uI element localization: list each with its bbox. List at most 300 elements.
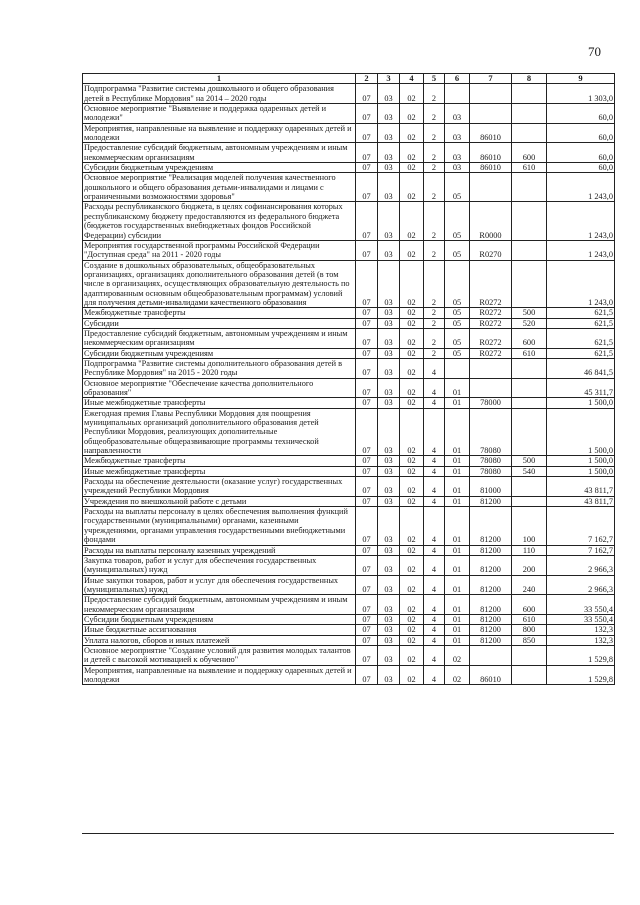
code-expense-type: 100 bbox=[512, 507, 547, 545]
code-subprogram: 4 bbox=[424, 645, 445, 665]
code-group: 02 bbox=[400, 240, 424, 260]
code-measure: 01 bbox=[445, 545, 470, 555]
code-group: 02 bbox=[400, 575, 424, 595]
amount: 45 311,7 bbox=[547, 378, 615, 398]
table-row bbox=[83, 665, 615, 685]
code-section: 07 bbox=[356, 477, 378, 497]
code-subprogram: 2 bbox=[424, 348, 445, 358]
row-name: Уплата налогов, сборов и иных платежей bbox=[83, 635, 356, 645]
code-group: 02 bbox=[400, 358, 424, 378]
code-subsection: 03 bbox=[378, 575, 400, 595]
code-subprogram: 2 bbox=[424, 104, 445, 124]
code-group: 02 bbox=[400, 555, 424, 575]
code-measure: 05 bbox=[445, 173, 470, 202]
amount: 46 841,5 bbox=[547, 358, 615, 378]
code-item: 81200 bbox=[470, 635, 512, 645]
code-section: 07 bbox=[356, 555, 378, 575]
code-subprogram: 4 bbox=[424, 378, 445, 398]
code-group: 02 bbox=[400, 545, 424, 555]
code-item: 86010 bbox=[470, 665, 512, 685]
code-item: 81200 bbox=[470, 507, 512, 545]
row-name: Основное мероприятие "Выявление и поддержка одаренных детей и молодежи" bbox=[83, 104, 356, 124]
code-section: 07 bbox=[356, 496, 378, 506]
code-measure: 01 bbox=[445, 496, 470, 506]
code-section: 07 bbox=[356, 575, 378, 595]
code-section: 07 bbox=[356, 328, 378, 348]
code-section: 07 bbox=[356, 635, 378, 645]
amount: 60,0 bbox=[547, 104, 615, 124]
code-subsection: 03 bbox=[378, 625, 400, 635]
code-subsection: 03 bbox=[378, 545, 400, 555]
code-subprogram: 4 bbox=[424, 625, 445, 635]
code-section: 07 bbox=[356, 665, 378, 685]
amount: 60,0 bbox=[547, 163, 615, 173]
code-measure: 05 bbox=[445, 308, 470, 318]
code-measure: 01 bbox=[445, 378, 470, 398]
code-measure: 05 bbox=[445, 328, 470, 348]
code-expense-type: 240 bbox=[512, 575, 547, 595]
amount: 621,5 bbox=[547, 308, 615, 318]
amount: 2 966,3 bbox=[547, 555, 615, 575]
row-name: Иные межбюджетные трансферты bbox=[83, 398, 356, 408]
code-expense-type: 520 bbox=[512, 318, 547, 328]
row-name: Субсидии bbox=[83, 318, 356, 328]
amount: 7 162,7 bbox=[547, 545, 615, 555]
code-measure: 05 bbox=[445, 260, 470, 308]
code-subprogram: 4 bbox=[424, 477, 445, 497]
code-section: 07 bbox=[356, 84, 378, 104]
code-section: 07 bbox=[356, 240, 378, 260]
table-row bbox=[83, 456, 615, 466]
code-expense-type: 110 bbox=[512, 545, 547, 555]
code-group: 02 bbox=[400, 173, 424, 202]
column-header-9: 9 bbox=[547, 74, 615, 84]
row-name: Подпрограмма "Развитие системы дошкольного и общего образования детей в Республике Мордовия" на 2014 – 2020 годы bbox=[83, 84, 356, 104]
table-row bbox=[83, 645, 615, 665]
code-subprogram: 2 bbox=[424, 260, 445, 308]
code-section: 07 bbox=[356, 456, 378, 466]
code-group: 02 bbox=[400, 143, 424, 163]
code-subprogram: 4 bbox=[424, 456, 445, 466]
code-expense-type: 200 bbox=[512, 555, 547, 575]
row-name: Расходы на обеспечение деятельности (оказание услуг) государственных учреждений Республики Мордовия bbox=[83, 477, 356, 497]
code-subsection: 03 bbox=[378, 378, 400, 398]
table-row bbox=[83, 595, 615, 615]
code-subprogram: 2 bbox=[424, 84, 445, 104]
code-subprogram: 2 bbox=[424, 143, 445, 163]
code-item: 81000 bbox=[470, 477, 512, 497]
code-subsection: 03 bbox=[378, 635, 400, 645]
code-section: 07 bbox=[356, 378, 378, 398]
column-header-6: 6 bbox=[445, 74, 470, 84]
code-subprogram: 4 bbox=[424, 545, 445, 555]
code-subprogram: 4 bbox=[424, 595, 445, 615]
row-name: Межбюджетные трансферты bbox=[83, 308, 356, 318]
code-item: 86010 bbox=[470, 143, 512, 163]
row-name: Мероприятия, направленные на выявление и поддержку одаренных детей и молодежи bbox=[83, 665, 356, 685]
code-group: 02 bbox=[400, 328, 424, 348]
amount: 1 500,0 bbox=[547, 408, 615, 456]
code-subprogram: 4 bbox=[424, 555, 445, 575]
code-section: 07 bbox=[356, 123, 378, 143]
code-subprogram: 2 bbox=[424, 123, 445, 143]
budget-table bbox=[82, 73, 615, 685]
amount: 621,5 bbox=[547, 328, 615, 348]
table-row bbox=[83, 240, 615, 260]
code-item: 78080 bbox=[470, 456, 512, 466]
column-header-7: 7 bbox=[470, 74, 512, 84]
table-row bbox=[83, 123, 615, 143]
code-item: 78000 bbox=[470, 398, 512, 408]
row-name: Расходы республиканского бюджета, в целях софинансирования которых республиканскому бюджету предоставляются из федерального бюджета (бюджетов государственных внебюджетных фондов Российской Федерации) субсидии bbox=[83, 202, 356, 240]
code-group: 02 bbox=[400, 625, 424, 635]
code-measure: 02 bbox=[445, 645, 470, 665]
code-measure: 03 bbox=[445, 104, 470, 124]
code-expense-type bbox=[512, 496, 547, 506]
column-header-2: 2 bbox=[356, 74, 378, 84]
code-measure: 05 bbox=[445, 202, 470, 240]
column-header-4: 4 bbox=[400, 74, 424, 84]
code-item bbox=[470, 358, 512, 378]
code-measure: 05 bbox=[445, 348, 470, 358]
table-row bbox=[83, 466, 615, 476]
code-expense-type bbox=[512, 104, 547, 124]
code-group: 02 bbox=[400, 408, 424, 456]
code-subsection: 03 bbox=[378, 507, 400, 545]
code-subsection: 03 bbox=[378, 645, 400, 665]
code-group: 02 bbox=[400, 202, 424, 240]
code-subprogram: 4 bbox=[424, 665, 445, 685]
code-measure: 02 bbox=[445, 665, 470, 685]
code-item: 86010 bbox=[470, 163, 512, 173]
code-group: 02 bbox=[400, 614, 424, 624]
code-measure: 01 bbox=[445, 575, 470, 595]
amount: 1 243,0 bbox=[547, 173, 615, 202]
column-header-8: 8 bbox=[512, 74, 547, 84]
code-item: 81200 bbox=[470, 545, 512, 555]
code-expense-type bbox=[512, 358, 547, 378]
amount: 33 550,4 bbox=[547, 595, 615, 615]
code-expense-type bbox=[512, 173, 547, 202]
table-row bbox=[83, 408, 615, 456]
code-group: 02 bbox=[400, 378, 424, 398]
row-name: Субсидии бюджетным учреждениям bbox=[83, 348, 356, 358]
code-group: 02 bbox=[400, 84, 424, 104]
code-measure bbox=[445, 358, 470, 378]
code-group: 02 bbox=[400, 645, 424, 665]
code-item: 78080 bbox=[470, 466, 512, 476]
code-subsection: 03 bbox=[378, 318, 400, 328]
code-item bbox=[470, 104, 512, 124]
code-group: 02 bbox=[400, 163, 424, 173]
amount: 60,0 bbox=[547, 123, 615, 143]
code-item bbox=[470, 173, 512, 202]
code-group: 02 bbox=[400, 318, 424, 328]
code-section: 07 bbox=[356, 625, 378, 635]
code-group: 02 bbox=[400, 104, 424, 124]
code-item: 81200 bbox=[470, 555, 512, 575]
code-measure: 01 bbox=[445, 456, 470, 466]
code-section: 07 bbox=[356, 143, 378, 163]
table-row bbox=[83, 545, 615, 555]
amount: 621,5 bbox=[547, 348, 615, 358]
code-expense-type bbox=[512, 123, 547, 143]
column-header-3: 3 bbox=[378, 74, 400, 84]
code-measure: 03 bbox=[445, 123, 470, 143]
amount: 43 811,7 bbox=[547, 477, 615, 497]
code-item: R0272 bbox=[470, 328, 512, 348]
code-measure: 01 bbox=[445, 408, 470, 456]
code-expense-type: 500 bbox=[512, 308, 547, 318]
table-row bbox=[83, 348, 615, 358]
code-subprogram: 4 bbox=[424, 507, 445, 545]
code-group: 02 bbox=[400, 477, 424, 497]
code-subsection: 03 bbox=[378, 173, 400, 202]
code-measure: 01 bbox=[445, 555, 470, 575]
code-expense-type bbox=[512, 202, 547, 240]
table-row bbox=[83, 358, 615, 378]
code-subsection: 03 bbox=[378, 260, 400, 308]
code-subprogram: 2 bbox=[424, 163, 445, 173]
row-name: Мероприятия государственной программы Российской Федерации "Доступная среда" на 2011 - 2020 годы bbox=[83, 240, 356, 260]
code-subsection: 03 bbox=[378, 665, 400, 685]
code-group: 02 bbox=[400, 308, 424, 318]
amount: 1 243,0 bbox=[547, 202, 615, 240]
code-expense-type: 850 bbox=[512, 635, 547, 645]
code-expense-type: 800 bbox=[512, 625, 547, 635]
code-expense-type: 540 bbox=[512, 466, 547, 476]
amount: 132,3 bbox=[547, 625, 615, 635]
code-subsection: 03 bbox=[378, 348, 400, 358]
code-subprogram: 2 bbox=[424, 173, 445, 202]
amount: 1 500,0 bbox=[547, 466, 615, 476]
column-header-5: 5 bbox=[424, 74, 445, 84]
amount: 1 243,0 bbox=[547, 260, 615, 308]
code-section: 07 bbox=[356, 173, 378, 202]
table-row bbox=[83, 84, 615, 104]
code-subsection: 03 bbox=[378, 456, 400, 466]
code-subprogram: 2 bbox=[424, 308, 445, 318]
code-item: R0272 bbox=[470, 348, 512, 358]
table-row bbox=[83, 173, 615, 202]
code-group: 02 bbox=[400, 665, 424, 685]
code-item: 81200 bbox=[470, 614, 512, 624]
code-item: 78080 bbox=[470, 408, 512, 456]
code-expense-type: 600 bbox=[512, 143, 547, 163]
code-subsection: 03 bbox=[378, 496, 400, 506]
code-subprogram: 4 bbox=[424, 635, 445, 645]
row-name: Иные бюджетные ассигнования bbox=[83, 625, 356, 635]
code-subsection: 03 bbox=[378, 202, 400, 240]
code-measure: 03 bbox=[445, 143, 470, 163]
row-name: Расходы на выплаты персоналу в целях обеспечения выполнения функций государственными (муниципальными) органами, казенными учреждениями, органами управления государственными внебюджетными фондами bbox=[83, 507, 356, 545]
code-expense-type bbox=[512, 477, 547, 497]
code-section: 07 bbox=[356, 104, 378, 124]
code-item bbox=[470, 84, 512, 104]
row-name: Предоставление субсидий бюджетным, автономным учреждениям и иным некоммерческим организациям bbox=[83, 143, 356, 163]
code-section: 07 bbox=[356, 348, 378, 358]
code-subsection: 03 bbox=[378, 398, 400, 408]
code-section: 07 bbox=[356, 408, 378, 456]
table-row bbox=[83, 378, 615, 398]
code-item: R0272 bbox=[470, 260, 512, 308]
code-subprogram: 4 bbox=[424, 398, 445, 408]
code-measure bbox=[445, 84, 470, 104]
row-name: Ежегодная премия Главы Республики Мордовия для поощрения муниципальных организаций дополнительного образования детей Республики Мордовия, реализующих дополнительные общеобразовательные общеразвивающие программы технической направленности bbox=[83, 408, 356, 456]
table-row bbox=[83, 555, 615, 575]
code-expense-type: 610 bbox=[512, 614, 547, 624]
column-header-1: 1 bbox=[83, 74, 356, 84]
code-section: 07 bbox=[356, 358, 378, 378]
amount: 7 162,7 bbox=[547, 507, 615, 545]
code-subprogram: 4 bbox=[424, 358, 445, 378]
amount: 33 550,4 bbox=[547, 614, 615, 624]
row-name: Основное мероприятие "Реализация моделей получения качественного дошкольного и общего образования детьми-инвалидами и лицами с ограниченными возможностями здоровья" bbox=[83, 173, 356, 202]
code-item: R0272 bbox=[470, 318, 512, 328]
code-section: 07 bbox=[356, 318, 378, 328]
row-name: Основное мероприятие "Создание условий для развития молодых талантов и детей с высокой мотивацией к обучению" bbox=[83, 645, 356, 665]
code-subprogram: 2 bbox=[424, 318, 445, 328]
table-row bbox=[83, 635, 615, 645]
code-measure: 01 bbox=[445, 398, 470, 408]
code-subprogram: 2 bbox=[424, 240, 445, 260]
code-item: 81200 bbox=[470, 575, 512, 595]
code-item bbox=[470, 378, 512, 398]
code-group: 02 bbox=[400, 123, 424, 143]
code-subsection: 03 bbox=[378, 555, 400, 575]
code-expense-type: 600 bbox=[512, 595, 547, 615]
code-section: 07 bbox=[356, 398, 378, 408]
table-row bbox=[83, 398, 615, 408]
code-subsection: 03 bbox=[378, 466, 400, 476]
table-row bbox=[83, 163, 615, 173]
code-subsection: 03 bbox=[378, 614, 400, 624]
code-section: 07 bbox=[356, 614, 378, 624]
table-row bbox=[83, 104, 615, 124]
amount: 1 243,0 bbox=[547, 240, 615, 260]
table-row bbox=[83, 496, 615, 506]
code-measure: 01 bbox=[445, 477, 470, 497]
table-row bbox=[83, 575, 615, 595]
code-section: 07 bbox=[356, 202, 378, 240]
code-measure: 03 bbox=[445, 163, 470, 173]
amount: 621,5 bbox=[547, 318, 615, 328]
code-expense-type: 610 bbox=[512, 163, 547, 173]
code-section: 07 bbox=[356, 260, 378, 308]
code-item: R0000 bbox=[470, 202, 512, 240]
code-subsection: 03 bbox=[378, 308, 400, 318]
code-expense-type bbox=[512, 665, 547, 685]
table-row bbox=[83, 625, 615, 635]
amount: 60,0 bbox=[547, 143, 615, 163]
row-name: Иные закупки товаров, работ и услуг для обеспечения государственных (муниципальных) нужд bbox=[83, 575, 356, 595]
code-subprogram: 2 bbox=[424, 202, 445, 240]
code-subsection: 03 bbox=[378, 358, 400, 378]
code-section: 07 bbox=[356, 466, 378, 476]
table-row bbox=[83, 260, 615, 308]
amount: 2 966,3 bbox=[547, 575, 615, 595]
code-group: 02 bbox=[400, 456, 424, 466]
row-name: Подпрограмма "Развитие системы дополнительного образования детей в Республике Мордовия" на 2015 - 2020 годы bbox=[83, 358, 356, 378]
amount: 43 811,7 bbox=[547, 496, 615, 506]
code-group: 02 bbox=[400, 398, 424, 408]
code-item: R0270 bbox=[470, 240, 512, 260]
amount: 132,3 bbox=[547, 635, 615, 645]
code-subsection: 03 bbox=[378, 143, 400, 163]
table-row bbox=[83, 202, 615, 240]
row-name: Предоставление субсидий бюджетным, автономным учреждениям и иным некоммерческим организациям bbox=[83, 328, 356, 348]
row-name: Основное мероприятие "Обеспечение качества дополнительного образования" bbox=[83, 378, 356, 398]
code-measure: 01 bbox=[445, 507, 470, 545]
code-measure: 01 bbox=[445, 466, 470, 476]
code-expense-type: 500 bbox=[512, 456, 547, 466]
code-expense-type bbox=[512, 84, 547, 104]
code-group: 02 bbox=[400, 348, 424, 358]
table-row bbox=[83, 328, 615, 348]
code-expense-type bbox=[512, 240, 547, 260]
code-subsection: 03 bbox=[378, 240, 400, 260]
code-subprogram: 4 bbox=[424, 466, 445, 476]
code-subprogram: 4 bbox=[424, 575, 445, 595]
code-item: 81200 bbox=[470, 595, 512, 615]
code-expense-type bbox=[512, 398, 547, 408]
table-row bbox=[83, 143, 615, 163]
table-row bbox=[83, 507, 615, 545]
row-name: Мероприятия, направленные на выявление и поддержку одаренных детей и молодежи bbox=[83, 123, 356, 143]
code-item: 86010 bbox=[470, 123, 512, 143]
row-name: Создание в дошкольных образовательных, общеобразовательных организациях, организациях дополнительного образования детей (в том числе в организациях, осуществляющих образовательную деятельность по адаптированным основным общеобразовательным программам) условий для получения детьми-инвалидами качественного образования bbox=[83, 260, 356, 308]
code-section: 07 bbox=[356, 308, 378, 318]
code-expense-type bbox=[512, 645, 547, 665]
row-name: Субсидии бюджетным учреждениям bbox=[83, 163, 356, 173]
code-group: 02 bbox=[400, 496, 424, 506]
code-subprogram: 2 bbox=[424, 328, 445, 348]
amount: 1 500,0 bbox=[547, 398, 615, 408]
code-expense-type bbox=[512, 378, 547, 398]
code-item: R0272 bbox=[470, 308, 512, 318]
code-subsection: 03 bbox=[378, 104, 400, 124]
code-subsection: 03 bbox=[378, 84, 400, 104]
code-measure: 01 bbox=[445, 635, 470, 645]
code-group: 02 bbox=[400, 466, 424, 476]
table-body bbox=[83, 84, 615, 685]
code-group: 02 bbox=[400, 260, 424, 308]
code-subprogram: 4 bbox=[424, 496, 445, 506]
code-item: 81200 bbox=[470, 496, 512, 506]
row-name: Закупка товаров, работ и услуг для обеспечения государственных (муниципальных) нужд bbox=[83, 555, 356, 575]
code-subsection: 03 bbox=[378, 477, 400, 497]
code-measure: 05 bbox=[445, 318, 470, 328]
amount: 1 500,0 bbox=[547, 456, 615, 466]
amount: 1 529,8 bbox=[547, 645, 615, 665]
code-group: 02 bbox=[400, 595, 424, 615]
column-header-row bbox=[83, 74, 615, 84]
code-expense-type: 610 bbox=[512, 348, 547, 358]
code-measure: 01 bbox=[445, 595, 470, 615]
amount: 1 303,0 bbox=[547, 84, 615, 104]
code-subsection: 03 bbox=[378, 328, 400, 348]
code-measure: 01 bbox=[445, 614, 470, 624]
code-expense-type bbox=[512, 260, 547, 308]
row-name: Субсидии бюджетным учреждениям bbox=[83, 614, 356, 624]
code-section: 07 bbox=[356, 595, 378, 615]
table-row bbox=[83, 614, 615, 624]
page-number: 70 bbox=[588, 44, 601, 59]
table-row bbox=[83, 477, 615, 497]
code-expense-type bbox=[512, 408, 547, 456]
row-name: Иные межбюджетные трансферты bbox=[83, 466, 356, 476]
code-group: 02 bbox=[400, 507, 424, 545]
